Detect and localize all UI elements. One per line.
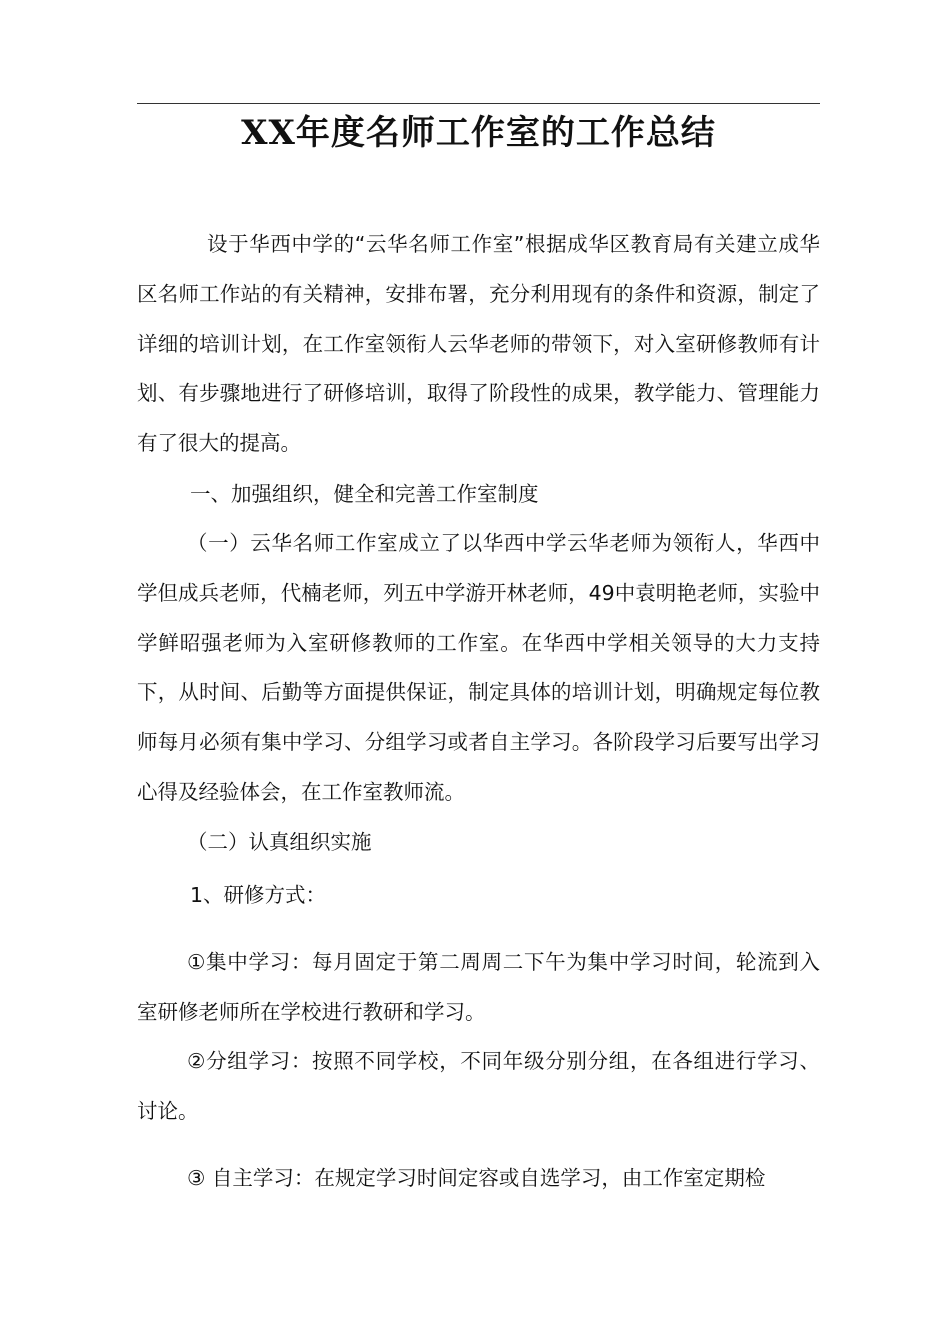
header-rule (137, 103, 820, 104)
paragraph-intro: 设于华西中学的“云华名师工作室”根据成华区教育局有关建立成华区名师工作站的有关精神，安排布署，充分利用现有的条件和资源，制定了详细的培训计划，在工作室领衔人云华老师的带领下，对入室研修教师有计划、有步骤地进行了研修培训，取得了阶段性的成果，教学能力、管理能力有了很大的提高。 (137, 232, 820, 456)
list-item-3: ③ 自主学习：在规定学习时间定容或自选学习，由工作室定期检 (187, 1166, 766, 1190)
section-heading-1: 一、加强组织，健全和完善工作室制度 (190, 482, 539, 506)
section-heading-2: （二）认真组织实施 (187, 830, 372, 854)
list-item-2: ②分组学习：按照不同学校，不同年级分别分组，在各组进行学习、讨论。 (137, 1049, 820, 1123)
section-heading-3: 1、研修方式： (190, 883, 327, 907)
document-title: XX年度名师工作室的工作总结 (241, 113, 716, 153)
paragraph-section-1: （一）云华名师工作室成立了以华西中学云华老师为领衔人，华西中学但成兵老师，代楠老师，列五中学游开林老师，49中袁明艳老师，实验中学鲜昭强老师为入室研修教师的工作室。在华西中学相关领导的大力支持下，从时间、后勤等方面提供保证，制定具体的培训计划，明确规定每位教师每月必须有集中学习、分组学习或者自主学习。各阶段学习后要写出学习心得及经验体会，在工作室教师流。 (137, 531, 820, 804)
list-item-1: ①集中学习：每月固定于第二周周二下午为集中学习时间，轮流到入室研修老师所在学校进行教研和学习。 (137, 950, 820, 1024)
